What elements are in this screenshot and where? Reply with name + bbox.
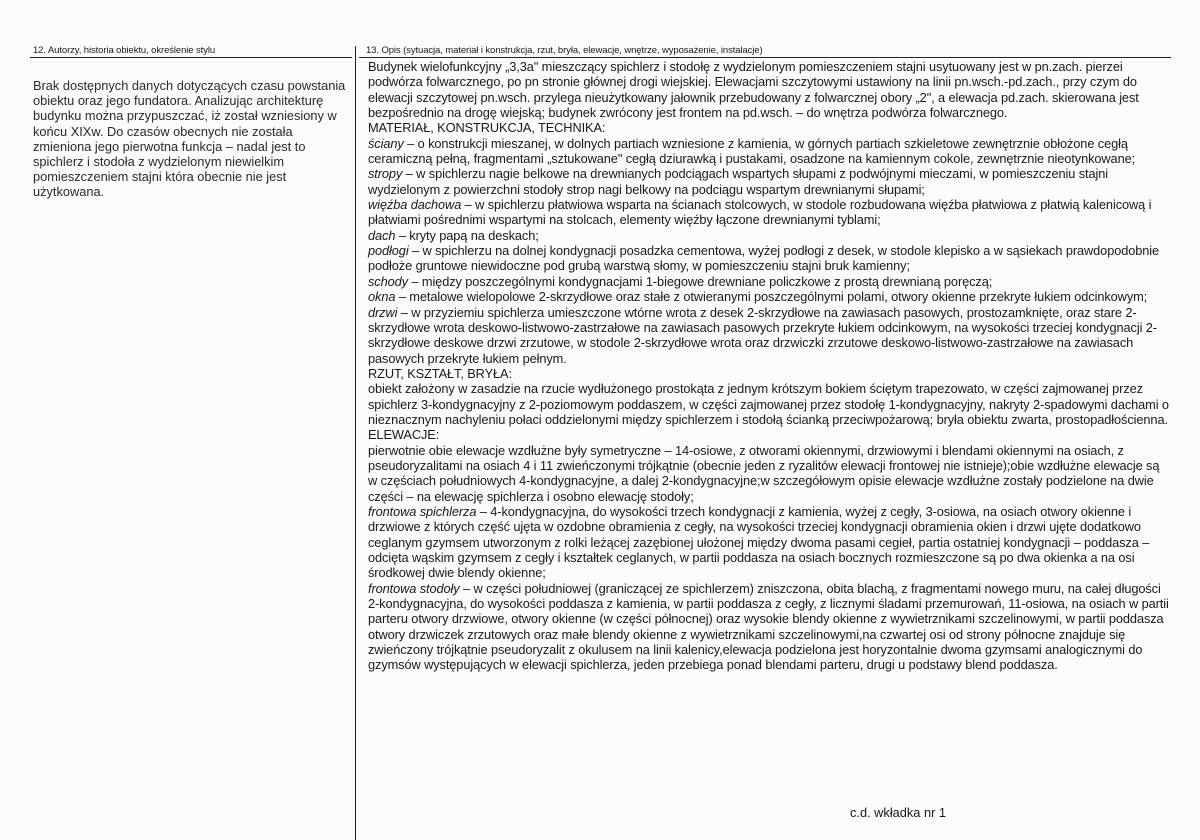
roof-entry <box>368 228 1170 243</box>
left-section-header: 12. Autorzy, historia obiektu, określenie stylu <box>33 45 216 56</box>
doors-text: – w przyziemiu spichlerza umieszczone wtórne wrota z desek 2-skrzydłowe na zawiasach pasowych, prostozamknięte, oraz stare 2-skrzydłowe wrota deskowo-listwowo-zastrzałowe na zawiasach pasowych przekryte łukiem odcinkowym, na wysokości trzeciej kondygnacji 2-skrzydłowe deskowe drzwi zrzutowe, w stodole 2-skrzydłowe wrota oraz drzwiczki zrzutowe deskowo-listwowo-zastrzałowe na zawiasach pasowych przekryte łukiem pełnym. <box>368 304 1157 366</box>
barn-front-entry <box>368 581 1170 673</box>
windows-label: okna <box>368 289 396 305</box>
description-text <box>368 59 1170 673</box>
right-section-header: 13. Opis (sytuacja, materiał i konstrukcja, rzut, bryła, elewacje, wnętrze, wyposażenie, instalacje) <box>366 45 763 56</box>
roof-truss-entry <box>368 197 1170 228</box>
intro-paragraph: Budynek wielofunkcyjny „3,3a" mieszczący spichlerz i stodołę z wydzielonym pomieszczeniem stajni usytuowany jest w pn.zach. pierzei podwórza folwarcznego, po pn stronie głównej drogi wiejskiej. Elewacjami szczytowymi ustawiony na linii pn.wsch.-pd.zach., przy czym do elewacji szczytowej pn.wsch. przylega nieużytkowany jałownik przebudowany z folwarcznej obory „2", a elewacja pd.zach. skierowana jest bezpośrednio na drogę wiejską; budynek zwrócony jest frontem na pd.wsch. – do wnętrza podwórza folwarcznego. <box>368 59 1139 121</box>
column-divider <box>355 46 356 840</box>
granary-front-text: – 4-kondygnacyjna, do wysokości trzech kondygnacji z kamienia, wyżej z cegły, 3-osiowa, na osiach otwory okienne i drzwiowe z których część ujęta w ozdobne obramienia z cegły, na wysokości trzeciej kondygnacji obramienia okien i drzwi ujęte dodatkowo ceglanym gzymsem utworzonym z rolki leżącej zazębionej ułożonej między dwoma pasami cegieł, partia ostatniej kondygnacji – poddasza – odcięta wąskim gzymsem z cegły i kształtek ceglanych, w partii poddasza na osiach bocznych rozmieszczone są po dwa okienka a na osi środkowej dwie blendy okienne; <box>368 503 1150 581</box>
stairs-label: schody <box>368 273 408 289</box>
floors-entry <box>368 243 1170 274</box>
material-heading: MATERIAŁ, KONSTRUKCJA, TECHNIKA: <box>368 120 606 136</box>
barn-front-label: frontowa stodoły <box>368 580 460 596</box>
history-paragraph: Brak dostępnych danych dotyczących czasu powstania obiektu oraz jego fundatora. Analizując architekturę budynku można przypuszczać, iż został wzniesiony w końcu XIXw. Do czasów obecnych nie została zmieniona jego pierwotna funkcja – nadal jest to spichlerz i stodoła z wydzielonym niewielkim pomieszczeniem stajni która obecnie nie jest użytkowana. <box>33 78 346 200</box>
windows-text: – metalowe wielopolowe 2-skrzydłowe oraz stałe z otwieranymi poszczególnymi polami, otwory okienne przekryte łukiem odcinkowym; <box>395 289 1148 305</box>
walls-text: – o konstrukcji mieszanej, w dolnych partiach wzniesione z kamienia, w górnych partiach szkieletowe zewnętrznie obłożone cegłą ceramiczną pełną, fragmentami „sztukowane" cegłą dziurawką i pustakami, osadzone na kamiennym cokole, zewnętrznie nieotynkowane; <box>368 135 1136 167</box>
elevations-heading: ELEWACJE: <box>368 427 440 443</box>
continuation-note: c.d. wkładka nr 1 <box>850 805 947 820</box>
windows-entry <box>368 289 1170 304</box>
roof-truss-label: więźba dachowa <box>368 197 462 213</box>
doors-label: drzwi <box>368 304 398 320</box>
granary-front-entry <box>368 504 1170 581</box>
roof-truss-text: – w spichlerzu płatwiowa wsparta na ścianach stolcowych, w stodole rozbudowana więźba płatwiowa z płatwią kalenicową i płatwiami pośrednimi wspartymi na stolcach, elementy więźby łączone drewnianymi tyblami; <box>368 197 1152 228</box>
walls-entry <box>368 136 1170 167</box>
barn-front-text: – w części południowej (graniczącej ze spichlerzem) zniszczona, obita blachą, z fragmentami nowego muru, na całej długości 2-kondygnacyjna, do wysokości poddasza z kamienia, w partii poddasza z cegły, z licznymi śladami przemurowań, 11-osiowa, na osiach w partii parteru otwory drzwiowe, otwory okienne (w części północnej) oraz wysokie blendy okienne z wywietrznikami szczelinowymi, w partii poddasza otwory drzwiczek zrzutowych oraz małe blendy okienne z wywietrznikami szczelinowymi,na czwartej osi od strony północne znajduje się zwieńczony trójkątnie pseudoryzalit z okulusem na linii kalenicy,elewacja podzielona jest horyzontalnie dwoma gzymsami analogicznymi do gzymsów występujących w elewacji spichlerza, jeden przebiega ponad blendami parteru, drugi u podstawy blend poddasza. <box>368 580 1169 673</box>
elevations-text: pierwotnie obie elewacje wzdłużne były symetryczne – 14-osiowe, z otworami okiennymi, drzwiowymi i blendami okiennymi na osiach, z pseudoryzalitami na osiach 4 i 11 zwieńczonymi trójkątnie (obecnie jeden z ryzalitów elewacji frontowej nie istnieje);obie wzdłużne elewacje są w częściach południowych 4-kondygnacyjne, a dalej 2-kondygnacyjne;w szczegółowym opisie elewacje wzdłużne zostały podzielone na dwie części – na elewację spichlerza i osobno elewację stodoły; <box>368 442 1160 504</box>
granary-front-label: frontowa spichlerza <box>368 503 477 519</box>
plan-heading: RZUT, KSZTAŁT, BRYŁA: <box>368 365 512 381</box>
ceilings-entry <box>368 166 1170 197</box>
stairs-entry <box>368 274 1170 289</box>
ceilings-text: – w spichlerzu nagie belkowe na drewnianych podciągach wspartych słupami z podwójnymi mieczami, w pomieszczeniu stajni wydzielonym z powierzchni stodoły strop nagi belkowy na podciągu wspartym drewnianymi słupami; <box>368 166 1109 197</box>
roof-text: – kryty papą na deskach; <box>395 227 539 243</box>
plan-text: obiekt założony w zasadzie na rzucie wydłużonego prostokąta z jednym krótszym bokiem ściętym trapezowato, w części zajmowanej przez spichlerz 3-kondygnacyjny z 2-poziomowym poddaszem, w części zajmowanej przez stodołę 1-kondygnacyjny, nakryty 2-spadowymi dachami o nieznacznym nachyleniu połaci oddzielonymi między spichlerzem i stodołą ścianką przeciwpożarową; bryła obiektu zwarta, prostopadłościenna. <box>368 381 1169 427</box>
floors-text: – w spichlerzu na dolnej kondygnacji posadzka cementowa, wyżej podłogi z desek, w stodole klepisko a w sąsiekach prawdopodobnie podłoże gruntowe niewidoczne pod grubą warstwą słomy, w pomieszczeniu stajni bruk kamienny; <box>368 243 1160 274</box>
stairs-text: – między poszczególnymi kondygnacjami 1-biegowe drewniane policzkowe z prostą drewnianą poręczą; <box>407 273 993 289</box>
floors-label: podłogi <box>368 243 409 259</box>
ceilings-label: stropy <box>368 166 403 182</box>
left-header-rule <box>30 57 352 58</box>
history-text <box>33 78 351 200</box>
right-header-rule <box>359 57 1171 58</box>
roof-label: dach <box>368 227 396 243</box>
doors-entry <box>368 305 1170 366</box>
walls-label: ściany <box>368 135 404 151</box>
